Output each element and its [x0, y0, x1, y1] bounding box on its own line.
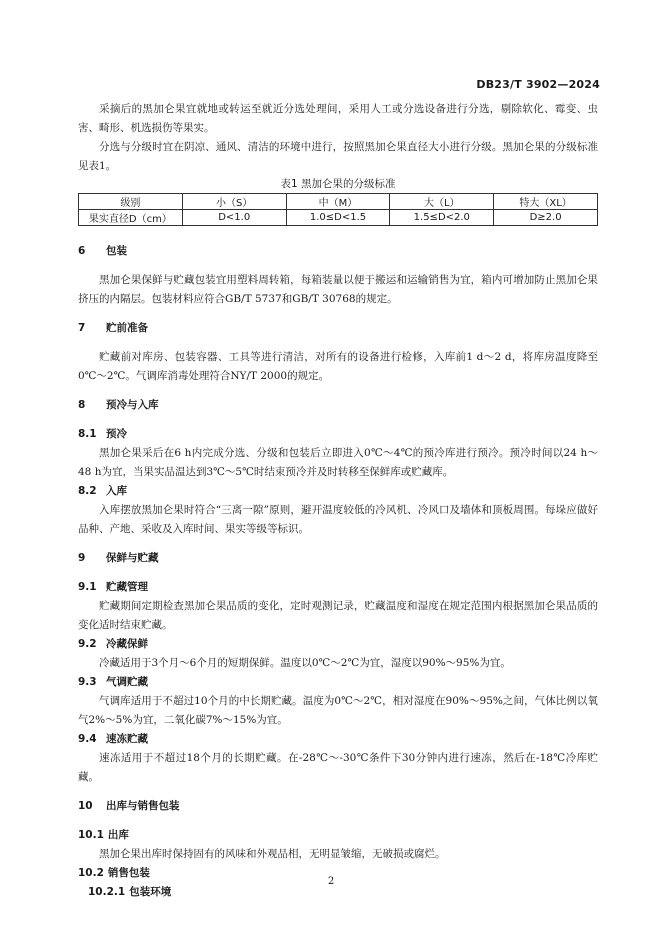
table-header-cell: 中（M）	[286, 194, 390, 210]
section-title: 贮前准备	[106, 322, 148, 334]
subsection-number: 8.1	[78, 428, 97, 440]
page-number: 2	[327, 876, 335, 887]
subsection-title: 入库	[106, 485, 127, 497]
subsection-number: 10.2	[78, 867, 104, 879]
table-header-cell: 级别	[79, 194, 183, 210]
subsection-heading-9-1	[78, 578, 598, 597]
section-number: 10	[78, 800, 93, 812]
subsection-title: 速冻贮藏	[106, 733, 148, 745]
table-cell: D≥2.0	[494, 210, 598, 226]
section-heading-9	[78, 539, 598, 578]
section-heading-10	[78, 787, 598, 826]
subsection-number: 9.2	[78, 638, 97, 650]
section-title: 保鲜与贮藏	[106, 552, 159, 564]
subsection-title: 冷藏保鲜	[106, 638, 148, 650]
subsection-title: 出库	[107, 829, 129, 841]
section-number: 9	[78, 552, 86, 564]
section-heading-8	[78, 386, 598, 425]
subsection-8-2-paragraph: 入库摆放黑加仑果时符合“三离一隙”原则，避开温度较低的冷风机、冷风口及墙体和顶板周围。每垛应做好品种、产地、采收及入库时间、果实等级等标识。	[78, 504, 598, 535]
document-body	[78, 100, 598, 902]
subsection-8-1-paragraph: 黑加仑果采后在6 h内完成分选、分级和包装后立即进入0℃～4℃的预冷库进行预冷。预冷时间以24 h～48 h为宜，当果实品温达到3℃～5℃时结束预冷并及时转移至保鲜库或贮藏库。	[78, 447, 598, 478]
document-code: DB23/T 3902—2024	[476, 78, 600, 91]
table-header-cell: 小（S）	[182, 194, 286, 210]
table-cell: D<1.0	[182, 210, 286, 226]
table-row	[79, 210, 598, 226]
table-header-cell: 大（L）	[390, 194, 494, 210]
section-number: 7	[78, 322, 86, 334]
section-number: 8	[78, 399, 86, 411]
subsection-number: 9.3	[78, 676, 97, 688]
table-caption: 表1 黑加仑果的分级标准	[280, 178, 396, 190]
table-cell: 1.5≤D<2.0	[390, 210, 494, 226]
subsection-title: 销售包装	[107, 867, 150, 879]
section-title: 预冷与入库	[106, 399, 159, 411]
subsection-title: 包装环境	[129, 886, 172, 898]
subsection-heading-9-4	[78, 730, 598, 749]
subsection-heading-8-1	[78, 425, 598, 444]
table-cell: 1.0≤D<1.5	[286, 210, 390, 226]
section-title: 出库与销售包装	[106, 800, 180, 812]
table-header-cell: 特大（XL）	[494, 194, 598, 210]
subsection-heading-9-2	[78, 635, 598, 654]
section-7-paragraph: 贮藏前对库房、包装容器、工具等进行清洁，对所有的设备进行检修，入库前1 d～2 d，将库房温度降至0℃～2℃。气调库消毒处理符合NY/T 2000的规定。	[78, 351, 598, 382]
intro-paragraph-2: 分选与分级时宜在阴凉、通风、清洁的环境中进行，按照黑加仑果直径大小进行分级。黑加仑果的分级标准见表1。	[78, 141, 598, 172]
section-number: 6	[78, 245, 86, 257]
intro-paragraph-1: 采摘后的黑加仑果宜就地或转运至就近分选处理间，采用人工或分选设备进行分选，剔除软化、霉变、虫害、畸形、机选损伤等果实。	[78, 103, 598, 134]
subsection-number: 9.4	[78, 733, 97, 745]
subsection-title: 气调贮藏	[106, 676, 148, 688]
subsection-number: 8.2	[78, 485, 97, 497]
subsection-number: 9.1	[78, 581, 97, 593]
table-header-row	[79, 194, 598, 210]
subsection-heading-9-3	[78, 673, 598, 692]
subsection-heading-8-2	[78, 482, 598, 501]
grading-table	[78, 193, 598, 226]
table-cell: 果实直径D（cm）	[79, 210, 183, 226]
subsection-10-1-paragraph: 黑加仑果出库时保持固有的风味和外观品相，无明显皱缩，无破损或腐烂。	[99, 848, 446, 860]
section-6-paragraph: 黑加仑果保鲜与贮藏包装宜用塑料周转箱，每箱装量以便于搬运和运输销售为宜，箱内可增加防止黑加仑果挤压的内隔层。包装材料应符合GB/T 5737和GB/T 30768的规定。	[78, 274, 598, 305]
subsection-number: 10.2.1	[88, 886, 126, 898]
section-heading-7	[78, 309, 598, 348]
subsection-title: 贮藏管理	[106, 581, 148, 593]
section-title: 包装	[106, 245, 127, 257]
subsection-9-3-paragraph: 气调库适用于不超过10个月的中长期贮藏。温度为0℃～2℃，相对湿度在90%～95%之间，气体比例以氧气2%～5%为宜，二氧化碳7%～15%为宜。	[78, 695, 598, 726]
subsection-9-2-paragraph: 冷藏适用于3个月～6个月的短期保鲜。温度以0℃～2℃为宜，湿度以90%～95%为宜。	[99, 657, 511, 669]
subsection-number: 10.1	[78, 829, 104, 841]
section-heading-6	[78, 232, 598, 271]
subsection-title: 预冷	[106, 428, 127, 440]
subsection-heading-10-1	[78, 826, 598, 845]
subsection-9-1-paragraph: 贮藏期间定期检查黑加仑果品质的变化，定时观测记录，贮藏温度和湿度在规定范围内根据黑加仑果品质的变化适时结束贮藏。	[78, 600, 598, 631]
subsection-9-4-paragraph: 速冻适用于不超过18个月的长期贮藏。在-28℃～-30℃条件下30分钟内进行速冻，然后在-18℃冷库贮藏。	[78, 752, 598, 783]
